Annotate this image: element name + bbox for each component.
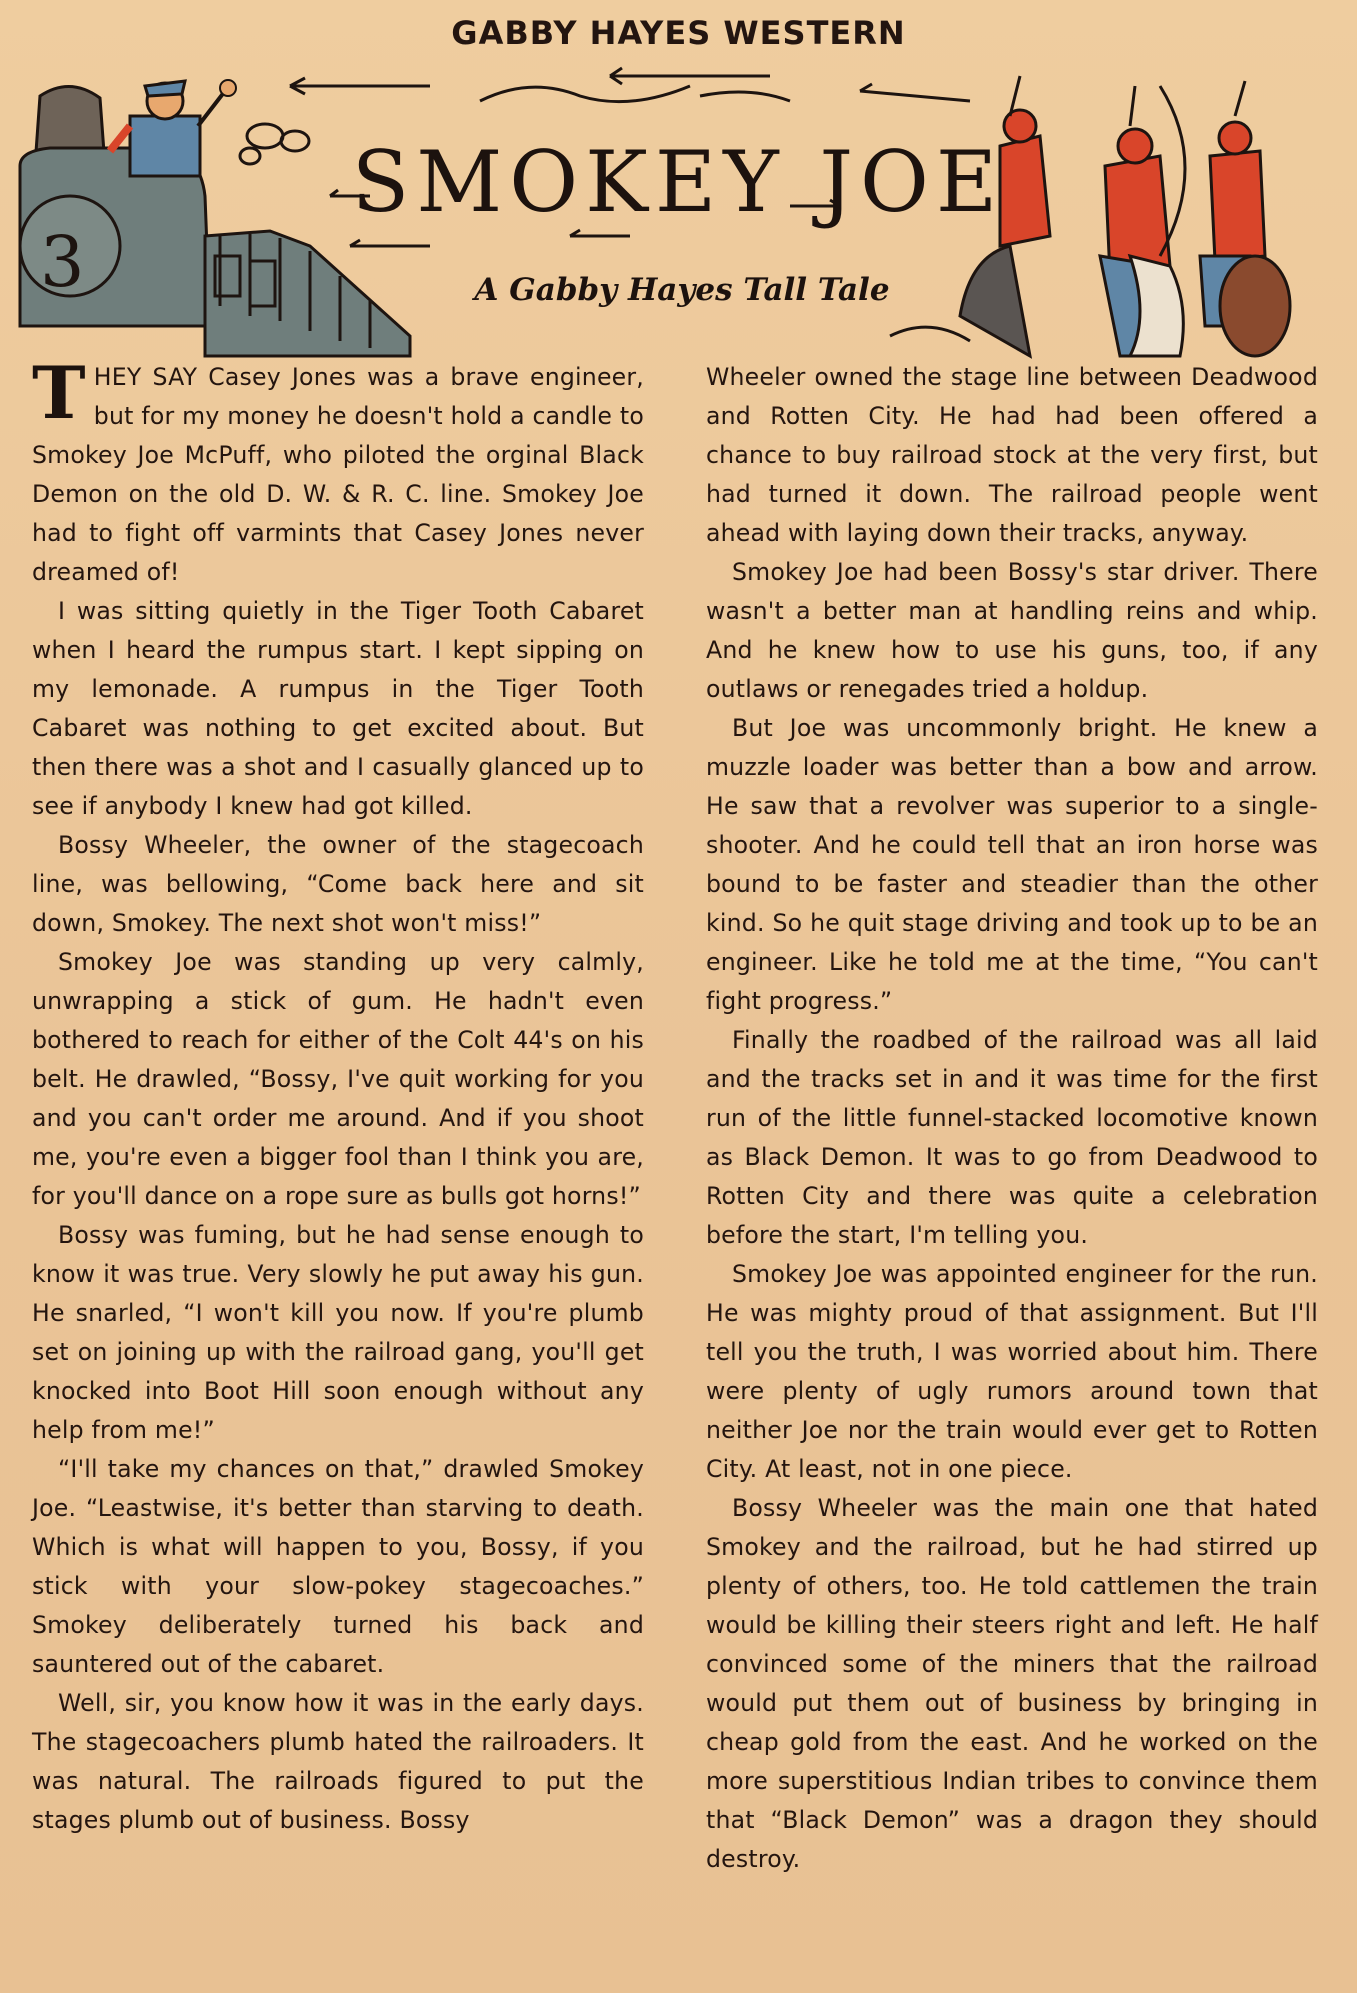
magazine-header: GABBY HAYES WESTERN bbox=[451, 14, 906, 52]
article-paragraph: Wheeler owned the stage line between Deadwood and Rotten City. He had had been offered a chance to buy railroad stock at the very first, but had turned it down. The railroad people went ahead with laying down their tracks, anyway. bbox=[706, 363, 1318, 547]
article-column-left bbox=[32, 350, 644, 1840]
article-paragraph: I was sitting quietly in the Tiger Tooth Cabaret when I heard the rumpus start. I kept sipping on my lemonade. A rumpus in the Tiger Tooth Cabaret was nothing to get excited about. But then there was a shot and I casually glanced up to see if anybody I knew had got killed. bbox=[32, 597, 644, 820]
story-subtitle: A Gabby Hayes Tall Tale bbox=[474, 272, 890, 308]
article-paragraph: Smokey Joe had been Bossy's star driver. There wasn't a better man at handling reins and whip. And he knew how to use his guns, too, if any outlaws or renegades tried a holdup. bbox=[706, 558, 1318, 703]
article-paragraph: But Joe was uncommonly bright. He knew a muzzle loader was better than a bow and arrow. He saw that a revolver was superior to a single-shooter. And he could tell that an iron horse was bound to be faster and steadier than the other kind. So he quit stage driving and took up to be an engineer. Like he told me at the time, “You can't fight progress.” bbox=[706, 714, 1318, 1015]
drop-cap: T bbox=[32, 350, 86, 435]
story-title: SMOKEY JOE bbox=[351, 133, 1005, 231]
article-paragraph: THEY SAY Casey Jones was a brave engineer, but for my money he doesn't hold a candle to Smokey Joe McPuff, who piloted the orginal Black Demon on the old D. W. & R. C. line. Smokey Joe had to fight off varmints that Casey Jones never dreamed of! bbox=[32, 350, 644, 586]
svg-text:3: 3 bbox=[40, 221, 85, 303]
article-paragraph: “I'll take my chances on that,” drawled Smokey Joe. “Leastwise, it's better than starving to death. Which is what will happen to you, Bossy, if you stick with your slow-pokey stagecoaches.” Smokey deliberately turned his back and sauntered out of the cabaret. bbox=[32, 1455, 644, 1678]
article-paragraph: Well, sir, you know how it was in the early days. The stagecoachers plumb hated the railroaders. It was natural. The railroads figured to put the stages plumb out of business. Bossy bbox=[32, 1689, 644, 1834]
article-paragraph: Bossy Wheeler, the owner of the stagecoach line, was bellowing, “Come back here and sit down, Smokey. The next shot won't miss!” bbox=[32, 831, 644, 937]
article-paragraph: Finally the roadbed of the railroad was all laid and the tracks set in and it was time for the first run of the little funnel-stacked locomotive known as Black Demon. It was to go from Deadwood to Rotten City and there was quite a celebration before the start, I'm telling you. bbox=[706, 1026, 1318, 1249]
article-paragraph: Bossy was fuming, but he had sense enough to know it was true. Very slowly he put away his gun. He snarled, “I won't kill you now. If you're plumb set on joining up with the railroad gang, you'll get knocked into Boot Hill soon enough without any help from me!” bbox=[32, 1221, 644, 1444]
article-paragraph: Bossy Wheeler was the main one that hated Smokey and the railroad, but he had stirred up plenty of others, too. He told cattlemen the train would be killing their steers right and left. He half convinced some of the miners that the railroad would put them out of business by bringing in cheap gold from the east. And he worked on the more superstitious Indian tribes to convince them that “Black Demon” was a dragon they should destroy. bbox=[706, 1494, 1318, 1873]
article-column-right bbox=[706, 358, 1318, 1879]
article-paragraph: Smokey Joe was standing up very calmly, unwrapping a stick of gum. He hadn't even bothered to reach for either of the Colt 44's on his belt. He drawled, “Bossy, I've quit working for you and you can't order me around. And if you shoot me, you're even a bigger fool than I think you are, for you'll dance on a rope sure as bulls got horns!” bbox=[32, 948, 644, 1210]
article-paragraph: Smokey Joe was appointed engineer for the run. He was mighty proud of that assignment. But I'll tell you the truth, I was worried about him. There were plenty of ugly rumors around town that neither Joe nor the train would ever get to Rotten City. At least, not in one piece. bbox=[706, 1260, 1318, 1483]
